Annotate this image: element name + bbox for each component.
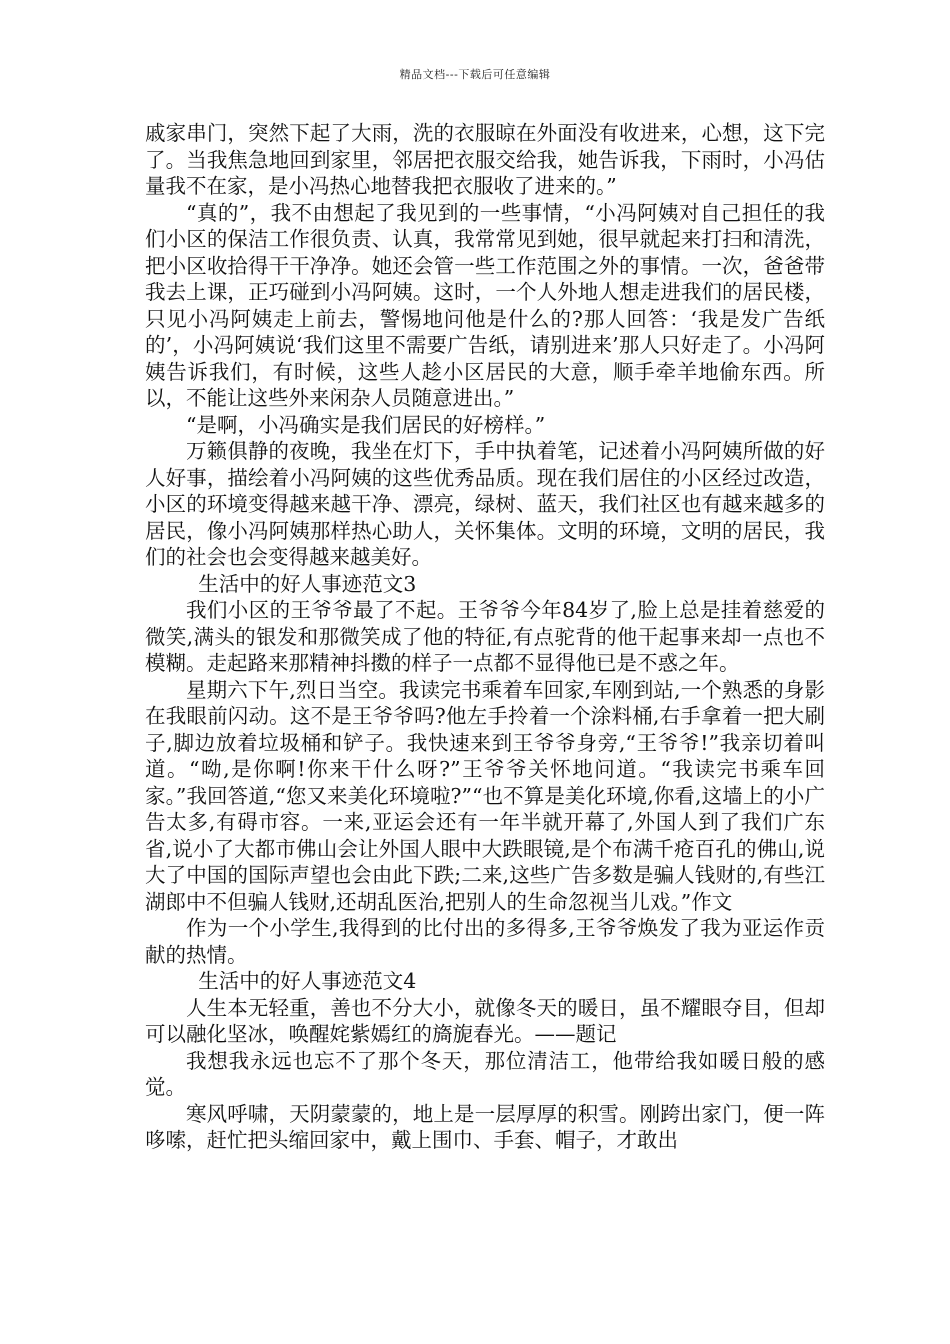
page-header: 精品文档---下载后可任意编辑: [399, 68, 551, 81]
paragraph: “是啊，小冯确实是我们居民的好榜样。”: [186, 412, 546, 437]
paragraph: 我们小区的王爷爷最了不起。王爷爷今年84岁了,脸上总是挂着慈爱的微笑,满头的银发和那微笑成了他的特征,有点驼背的他干起事来却一点也不模糊。走起路来那精神抖擞的样子一点都不显得他已是不惑之年。: [145, 598, 825, 675]
paragraph: 人生本无轻重，善也不分大小，就像冬天的暖日，虽不耀眼夺目，但却可以融化坚冰，唤醒姹紫嫣红的旖旎春光。——题记: [145, 995, 825, 1046]
paragraph: 戚家串门，突然下起了大雨，洗的衣服晾在外面没有收进来，心想，这下完了。当我焦急地回到家里，邻居把衣服交给我，她告诉我，下雨时，小冯估量我不在家，是小冯热心地替我把衣服收了进来的。”: [145, 121, 825, 198]
document-body: [145, 120, 825, 1154]
paragraph: 星期六下午,烈日当空。我读完书乘着车回家,车刚到站,一个熟悉的身影在我眼前闪动。这不是王爷爷吗?他左手拎着一个涂料桶,右手拿着一把大刷子,脚边放着垃圾桶和铲子。我快速来到王爷爷身旁,“王爷爷!”我亲切着叫道。“呦,是你啊!你来干什么呀?”王爷爷关怀地问道。“我读完书乘车回家。”我回答道,“您又来美化环境啦?”“也不算是美化环境,你看,这墙上的小广告太多,有碍市容。一来,亚运会还有一年半就开幕了,外国人到了我们广东省,说小了大都市佛山会让外国人眼中大跌眼镜,是个布满千疮百孔的佛山,说大了中国的国际声望也会由此下跌;二来,这些广告多数是骗人钱财的,有些江湖郎中不但骗人钱财,还胡乱医治,把别人的生命忽视当儿戏。”作文: [145, 677, 825, 914]
paragraph: 寒风呼啸，天阴蒙蒙的，地上是一层厚厚的积雪。刚跨出家门，便一阵哆嗦，赶忙把头缩回家中，戴上围巾、手套、帽子，才敢出: [145, 1101, 825, 1152]
paragraph: 作为一个小学生,我得到的比付出的多得多,王爷爷焕发了我为亚运作贡献的热情。: [145, 916, 825, 967]
paragraph: 我想我永远也忘不了那个冬天，那位清洁工，他带给我如暖日般的感觉。: [145, 1048, 825, 1099]
section-heading: 生活中的好人事迹范文4: [198, 969, 417, 993]
paragraph: “真的”，我不由想起了我见到的一些事情，“小冯阿姨对自己担任的我们小区的保洁工作很负责、认真，我常常见到她，很早就起来打扫和清洗，把小区收拾得干干净净。她还会管一些工作范围之外的事情。一次，爸爸带我去上课，正巧碰到小冯阿姨。这时，一个人外地人想走进我们的居民楼，只见小冯阿姨走上前去，警惕地问他是什么的?那人回答：‘我是发广告纸的’，小冯阿姨说‘我们这里不需要广告纸，请别进来’那人只好走了。小冯阿姨告诉我们，有时候，这些人趁小区居民的大意，顺手牵羊地偷东西。所以，不能让这些外来闲杂人员随意进出。”: [145, 200, 825, 410]
section-heading: 生活中的好人事迹范文3: [198, 571, 417, 596]
paragraph: 万籁俱静的夜晚，我坐在灯下，手中执着笔，记述着小冯阿姨所做的好人好事，描绘着小冯阿姨的这些优秀品质。现在我们居住的小区经过改造，小区的环境变得越来越干净、漂亮，绿树、蓝天，我们社区也有越来越多的居民，像小冯阿姨那样热心助人，关怀集体。文明的环境，文明的居民，我们的社会也会变得越来越美好。: [145, 439, 825, 569]
